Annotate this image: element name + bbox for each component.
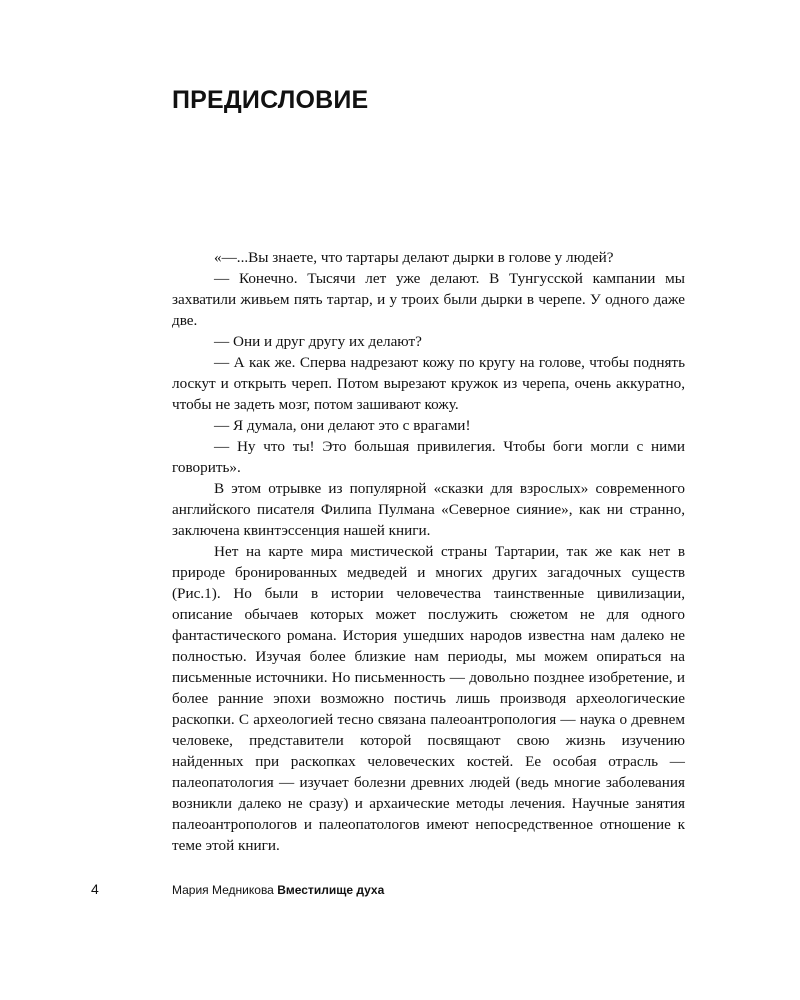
paragraph-5: — Я думала, они делают это с врагами!	[214, 417, 471, 434]
paragraph-1: «—...Вы знаете, что тартары делают дырки в голове у людей?	[214, 249, 614, 266]
paragraph-8: Нет на карте мира мистической страны Тартарии, так же как нет в природе бронированных медведей и многих других загадочных существ (Рис.1). Но были в истории человечества таинственные цивилизации, описание обычаев которых может послужить сюжетом не для одного фантастического романа. История ушедших народов известна нам далеко не полностью. Изучая более близкие нам периоды, мы можем опираться на письменные источники. Но письменность — довольно позднее изобретение, и более ранние эпохи возможно постичь лишь производя археологические раскопки. С археологией тесно связана палеоантропология — наука о древнем человеке, представители которой посвящают свою жизнь изучению найденных при раскопках человеческих костей. Ее особая отрасль — палеопатология — изучает болезни древних людей (ведь многие заболевания возникли далеко не сразу) и архаические методы лечения. Научные занятия палеоантропологов и палеопатологов имеют непосредственное отношение к теме этой книги.	[172, 543, 685, 854]
paragraph-7: В этом отрывке из популярной «сказки для взрослых» современного английского писателя Филипа Пулмана «Северное сияние», как ни странно, заключена квинтэссенция нашей книги.	[172, 480, 685, 539]
running-footer	[172, 883, 384, 897]
chapter-title: ПРЕДИСЛОВИЕ	[172, 86, 369, 114]
paragraph-4: — А как же. Сперва надрезают кожу по кругу на голове, чтобы поднять лоскут и открыть череп. Потом вырезают кружок из черепа, очень аккуратно, чтобы не задеть мозг, потом зашивают кожу.	[172, 354, 685, 413]
body-text	[172, 247, 685, 856]
paragraph-3: — Они и друг другу их делают?	[214, 333, 422, 350]
paragraph-6: — Ну что ты! Это большая привилегия. Чтобы боги могли с ними говорить».	[172, 438, 685, 476]
footer-book-title: Вместилище духа	[277, 883, 385, 897]
footer-author: Мария Медникова	[172, 883, 274, 897]
page-number: 4	[91, 881, 99, 897]
paragraph-2: — Конечно. Тысячи лет уже делают. В Тунгусской кампании мы захватили живьем пять тартар, и у троих были дырки в черепе. У одного даже две.	[172, 270, 685, 329]
